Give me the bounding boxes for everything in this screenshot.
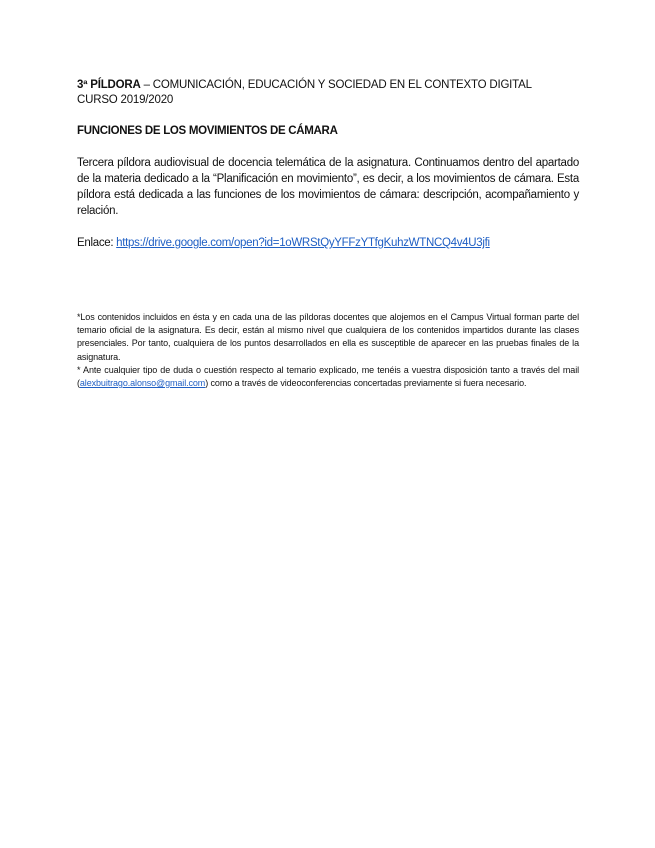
course-heading [77, 78, 579, 93]
footnote-2 [77, 364, 579, 390]
link-line [77, 235, 579, 251]
pildora-label: 3ª PÍLDORA [77, 79, 141, 91]
footnote-2-text-before: * Ante cualquier tipo de duda o cuestión respecto al temario explicado, me tenéis a vuestra disposición tanto a través del mail ( [77, 364, 579, 389]
section-title: FUNCIONES DE LOS MOVIMIENTOS DE CÁMARA [77, 125, 338, 137]
email-link[interactable]: alexbuitrago.alonso@gmail.com [79, 378, 206, 389]
link-label: Enlace: [77, 237, 117, 249]
footnote-2-text-after: ) como a través de videoconferencias concertadas previamente si fuera necesario. [205, 378, 527, 389]
course-title: – COMUNICACIÓN, EDUCACIÓN Y SOCIEDAD EN EL CONTEXTO DIGITAL [140, 79, 532, 91]
course-year: CURSO 2019/2020 [77, 94, 174, 106]
drive-link[interactable]: https://drive.google.com/open?id=1oWRStQyYFFzYTfgKuhzWTNCQ4v4U3jfi [116, 237, 490, 249]
footnotes [77, 311, 579, 390]
document-body [77, 78, 579, 251]
intro-paragraph: Tercera píldora audiovisual de docencia telemática de la asignatura. Continuamos dentro del apartado de la materia dedicado a la “Planificación en movimiento”, es decir, a los movimientos de cámara. Esta píldora está dedicada a las funciones de los movimientos de cámara: descripción, acompañamiento y relación. [77, 157, 579, 217]
footnote-1: *Los contenidos incluidos en ésta y en cada una de las píldoras docentes que alojemos en el Campus Virtual forman parte del temario oficial de la asignatura. Es decir, están al mismo nivel que cualquiera de los contenidos impartidos durante las clases presenciales. Por tanto, cualquiera de los puntos desarrollados en ella es susceptible de aparecer en las pruebas finales de la asignatura. [77, 312, 579, 362]
